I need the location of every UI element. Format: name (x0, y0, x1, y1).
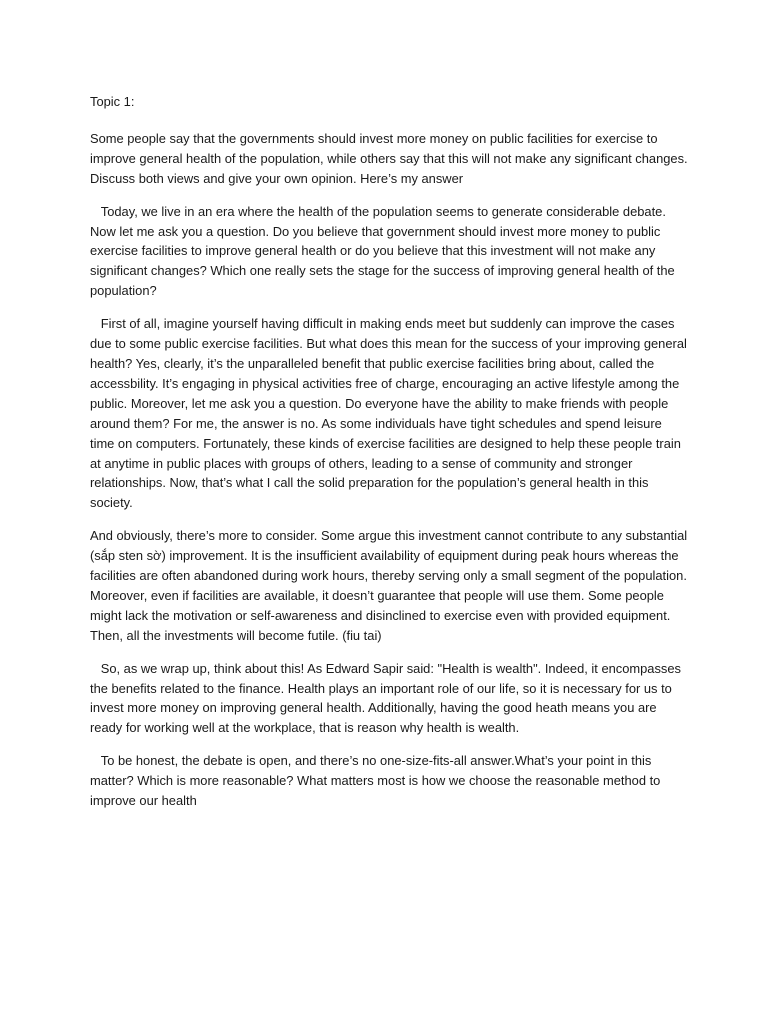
paragraph-opposing-view: And obviously, there’s more to consider. Some argue this investment cannot contribute to any substantial (sắp sten sờ) improvement. It is the insufficient availability of equipment during peak hours whereas the facilities are often abandoned during work hours, thereby serving only a small segment of the population. Moreover, even if facilities are available, it doesn’t guarantee that people will use them. Some people might lack the motivation or self-awareness and disinclined to exercise even with provided equipment. Then, all the investments will become futile. (fiu tai) (90, 528, 691, 643)
paragraph-conclusion: To be honest, the debate is open, and there’s no one-size-fits-all answer.What’s your point in this matter? Which is more reasonable? What matters most is how we choose the reasonable method to improve our health (90, 753, 664, 809)
paragraph-prompt: Some people say that the governments should invest more money on public facilities for exercise to improve general health of the population, while others say that this will not make any significant changes. Discuss both views and give your own opinion. Here’s my answer (90, 130, 692, 186)
paragraph-introduction: Today, we live in an era where the health of the population seems to generate considerable debate. Now let me ask you a question. Do you believe that government should invest more money to public exercise facilities to improve general health or do you believe that this investment will not make any significant changes? Which one really sets the stage for the success of improving general health of the population? (90, 203, 679, 299)
paragraph-first-view: First of all, imagine yourself having difficult in making ends meet but suddenly can improve the cases due to some public exercise facilities. But what does this mean for the success of your improving general health? Yes, clearly, it’s the unparalleled benefit that public exercise facilities bring about, called the accessbility. It’s engaging in physical activities free of charge, encouraging an active lifestyle among the public. Moreover, let me ask you a question. Do everyone have the ability to make friends with people around them? For me, the answer is no. As some individuals have tight schedules and spend leisure time on computers. Fortunately, these kinds of exercise facilities are designed to help these people train at anytime in public places with groups of others, leading to a sense of community and stronger relationships. Now, that’s what I call the solid preparation for the population’s general health in this society. (90, 316, 691, 511)
paragraph-opinion: So, as we wrap up, think about this! As Edward Sapir said: "Health is wealth". Indeed, it encompasses the benefits related to the finance. Health plays an important role of our life, so it is necessary for us to invest more money on improving general health. Additionally, having the good heath means you are ready for working well at the workplace, that is reason why health is wealth. (90, 660, 685, 736)
document-body (90, 92, 692, 824)
topic-heading: Topic 1: (90, 94, 135, 109)
